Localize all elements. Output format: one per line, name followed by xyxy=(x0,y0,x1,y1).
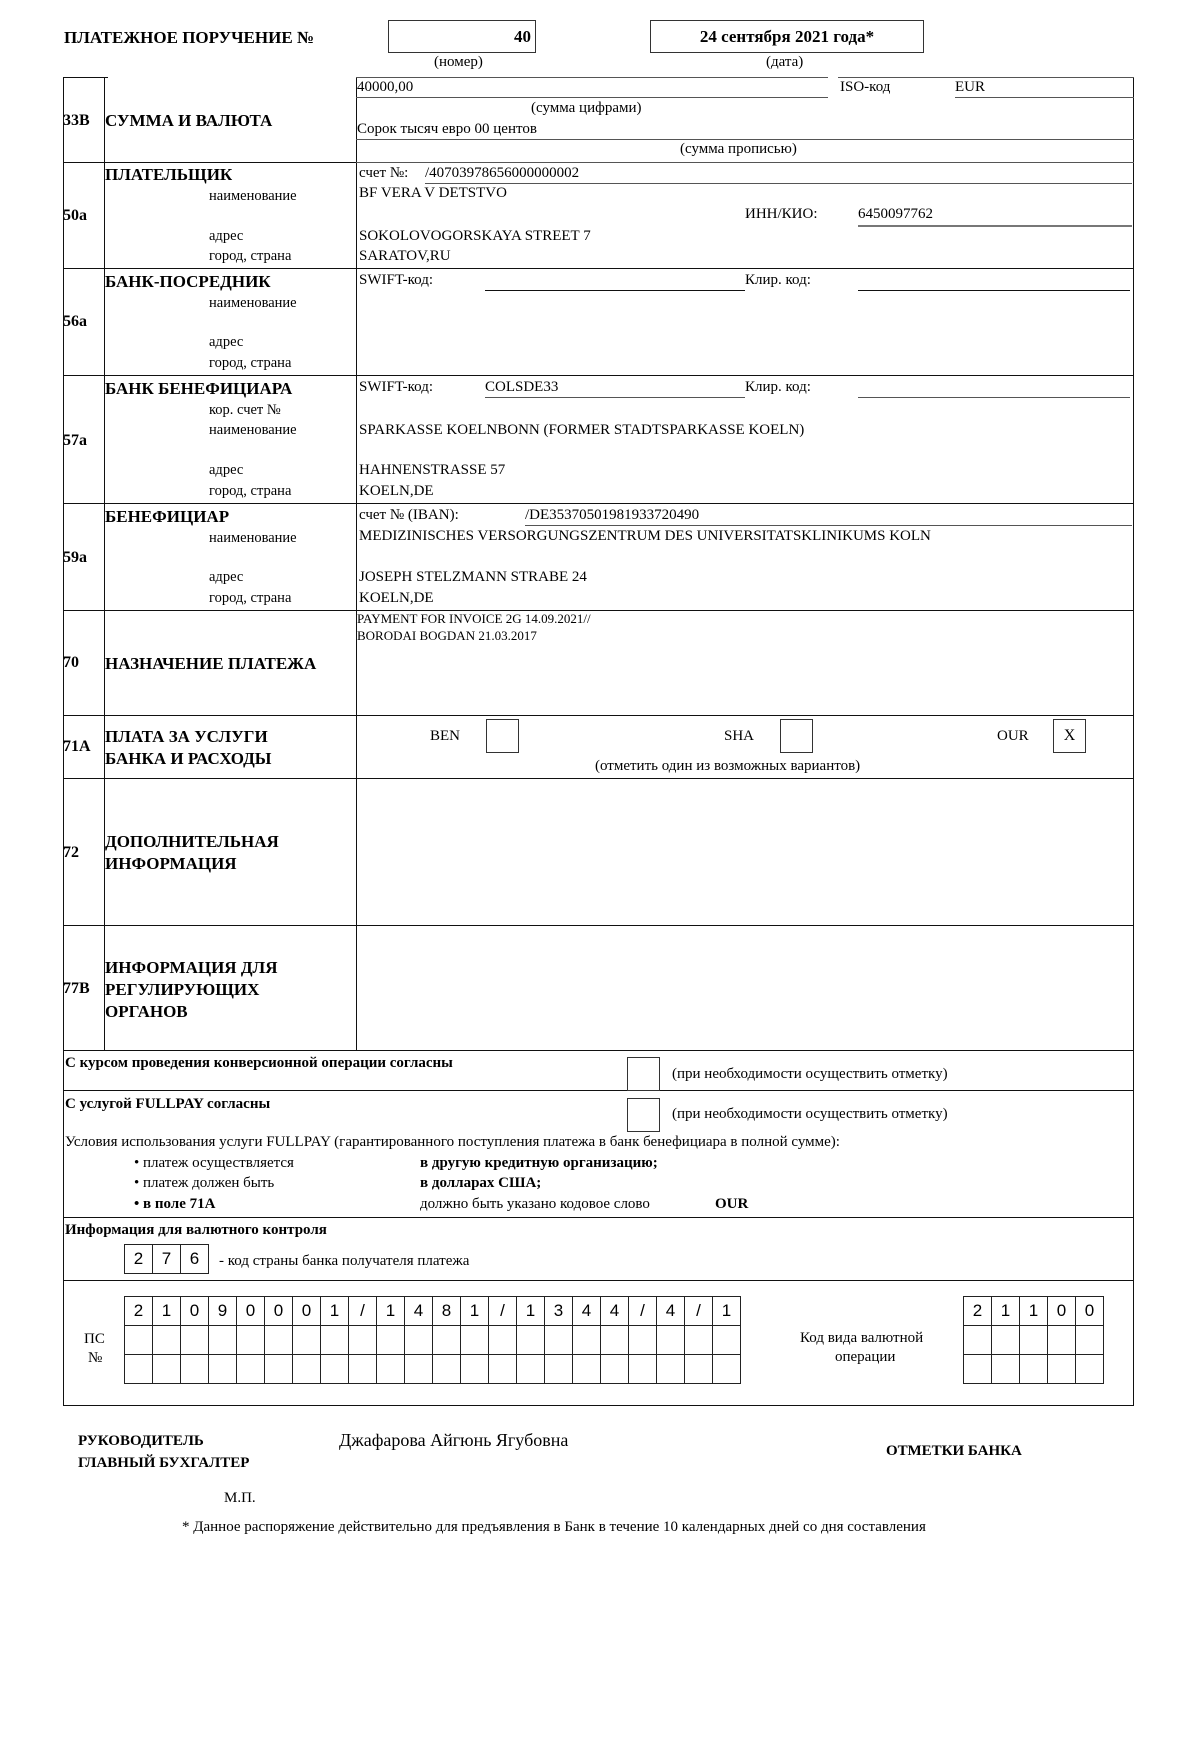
bank-marks-label: ОТМЕТКИ БАНКА xyxy=(886,1443,1022,1459)
conversion-agreement-hint: (при необходимости осуществить отметку) xyxy=(672,1066,948,1082)
label-address: адрес xyxy=(209,462,244,478)
ps-digit[interactable]: 1 xyxy=(321,1297,349,1326)
ps-digit[interactable]: 1 xyxy=(713,1297,741,1326)
ps-digit[interactable]: 0 xyxy=(265,1297,293,1326)
amount-top-line xyxy=(356,77,828,78)
section-title-72-line1: ДОПОЛНИТЕЛЬНАЯ xyxy=(105,832,279,851)
order-date-value: 24 сентября 2021 года* xyxy=(699,27,875,46)
fullpay-agreement-hint: (при необходимости осуществить отметку) xyxy=(672,1106,948,1122)
field-code-59a: 59a xyxy=(63,549,87,566)
ps-digit[interactable]: 1 xyxy=(377,1297,405,1326)
ps-digit[interactable]: / xyxy=(685,1297,713,1326)
director-label: РУКОВОДИТЕЛЬ xyxy=(78,1433,204,1449)
amount-digits-input[interactable]: 40000,00 xyxy=(357,79,414,95)
fullpay-condition-right: в другую кредитную организацию; xyxy=(420,1155,658,1171)
charges-option-ben-checkbox[interactable] xyxy=(486,719,519,753)
label-name: наименование xyxy=(209,422,297,438)
row-divider xyxy=(63,778,1134,779)
payer-inn-underline xyxy=(858,225,1132,227)
ps-digit[interactable]: / xyxy=(629,1297,657,1326)
iso-code-label: ISO-код xyxy=(840,79,891,95)
charges-option-sha-checkbox[interactable] xyxy=(780,719,813,753)
ps-digit[interactable]: 8 xyxy=(433,1297,461,1326)
ps-digit[interactable]: 0 xyxy=(237,1297,265,1326)
op-type-digit[interactable]: 0 xyxy=(1048,1297,1076,1326)
field-code-77b: 77B xyxy=(63,980,90,997)
payer-account-underline xyxy=(425,183,1132,184)
section-title-77b-line2: РЕГУЛИРУЮЩИХ xyxy=(105,980,260,999)
charges-option-our-checkbox[interactable]: X xyxy=(1053,719,1086,753)
section-title-77b-line1: ИНФОРМАЦИЯ ДЛЯ xyxy=(105,958,278,977)
frame-left-border-lower xyxy=(63,1050,64,1405)
order-date-caption: (дата) xyxy=(766,54,804,70)
ps-label-line1: ПС xyxy=(84,1331,105,1347)
regulatory-info-input[interactable] xyxy=(359,929,1129,1047)
label-address: адрес xyxy=(209,569,244,585)
beneficiary-bank-clearing-underline xyxy=(858,397,1130,398)
country-code-digit[interactable]: 6 xyxy=(181,1245,209,1274)
label-name: наименование xyxy=(209,188,297,204)
label-city-country: город, страна xyxy=(209,248,292,264)
section-title-50a: ПЛАТЕЛЬЩИК xyxy=(105,165,233,184)
additional-info-input[interactable] xyxy=(359,782,1129,922)
field-code-71a: 71A xyxy=(63,738,91,755)
country-code-grid[interactable] xyxy=(124,1244,209,1274)
field-code-33b: 33B xyxy=(63,112,90,129)
section-title-59a: БЕНЕФИЦИАР xyxy=(105,507,230,526)
intermediary-clearing-underline xyxy=(858,290,1130,291)
payer-address-input[interactable]: SOKOLOVOGORSKAYA STREET 7 xyxy=(359,228,591,244)
row-divider xyxy=(63,375,1134,376)
section-title-70: НАЗНАЧЕНИЕ ПЛАТЕЖА xyxy=(105,654,317,673)
fullpay-conditions-intro: Условия использования услуги FULLPAY (гарантированного поступления платежа в банк бенефициара в полной сумме): xyxy=(65,1134,840,1150)
payer-name-input[interactable]: BF VERA V DETSTVO xyxy=(359,185,507,201)
op-type-label-line2: операции xyxy=(835,1349,896,1365)
currency-control-title: Информация для валютного контроля xyxy=(65,1222,327,1238)
beneficiary-bank-swift-input[interactable]: COLSDE33 xyxy=(485,379,559,395)
beneficiary-bank-swift-underline xyxy=(485,397,745,398)
label-corr-account: кор. счет № xyxy=(209,402,281,418)
beneficiary-iban-input[interactable]: /DE35370501981933720490 xyxy=(525,507,700,523)
ps-digit[interactable]: 4 xyxy=(657,1297,685,1326)
row-divider xyxy=(63,715,1134,716)
label-address: адрес xyxy=(209,334,244,350)
beneficiary-address-input[interactable]: JOSEPH STELZMANN STRABE 24 xyxy=(359,569,587,585)
payment-purpose-line2[interactable]: BORODAI BOGDAN 21.03.2017 xyxy=(357,628,537,643)
beneficiary-account-label: счет № (IBAN): xyxy=(359,507,459,523)
payment-purpose-line1[interactable]: PAYMENT FOR INVOICE 2G 14.09.2021// xyxy=(357,611,591,626)
label-name: наименование xyxy=(209,295,297,311)
label-name: наименование xyxy=(209,530,297,546)
row-divider xyxy=(63,1405,1134,1406)
charges-option-ben-label: BEN xyxy=(430,728,460,744)
frame-right-border xyxy=(1133,77,1134,1405)
ps-digit[interactable]: 3 xyxy=(545,1297,573,1326)
order-number-caption: (номер) xyxy=(434,54,483,70)
ps-digit[interactable]: / xyxy=(489,1297,517,1326)
field-code-56a: 56a xyxy=(63,313,87,330)
label-city-country: город, страна xyxy=(209,590,292,606)
beneficiary-bank-city-input[interactable]: KOELN,DE xyxy=(359,483,434,499)
order-date-field[interactable] xyxy=(650,20,924,53)
ps-label-line2: № xyxy=(88,1350,103,1366)
section-title-71a-line2: БАНКА И РАСХОДЫ xyxy=(105,749,272,768)
label-city-country: город, страна xyxy=(209,355,292,371)
charges-caption: (отметить один из возможных вариантов) xyxy=(595,758,861,774)
country-code-caption: - код страны банка получателя платежа xyxy=(219,1253,470,1269)
intermediary-swift-label: SWIFT-код: xyxy=(359,272,434,288)
frame-label-divider xyxy=(356,77,357,1050)
fullpay-condition-left: • платеж должен быть xyxy=(134,1175,275,1191)
section-title-77b-line3: ОРГАНОВ xyxy=(105,1002,188,1021)
validity-footnote: * Данное распоряжение действительно для предъявления в Банк в течение 10 календарных дней со дня составления xyxy=(182,1519,926,1535)
ps-number-grid[interactable] xyxy=(124,1296,741,1384)
row-divider xyxy=(63,503,1134,504)
ps-digit[interactable]: 4 xyxy=(405,1297,433,1326)
iso-code-input[interactable]: EUR xyxy=(955,79,985,95)
charges-option-sha-label: SHA xyxy=(724,728,755,744)
field-code-70: 70 xyxy=(63,654,79,671)
ps-digit[interactable]: 1 xyxy=(153,1297,181,1326)
op-type-label-line1: Код вида валютной xyxy=(800,1330,924,1346)
amount-digits-underline xyxy=(356,97,828,98)
amount-words-input[interactable]: Сорок тысяч евро 00 центов xyxy=(357,121,537,137)
ps-digit[interactable]: 2 xyxy=(125,1297,153,1326)
row-divider xyxy=(63,610,1134,611)
amount-digits-caption: (сумма цифрами) xyxy=(531,100,642,116)
fullpay-condition-right: должно быть указано кодовое слово xyxy=(420,1196,650,1212)
fullpay-agreement-checkbox[interactable] xyxy=(627,1098,660,1132)
amount-words-underline xyxy=(356,139,1134,140)
country-code-digit[interactable]: 2 xyxy=(125,1245,153,1274)
op-type-grid[interactable] xyxy=(963,1296,1104,1384)
payer-inn-input[interactable]: 6450097762 xyxy=(858,206,933,222)
section-title-56a: БАНК-ПОСРЕДНИК xyxy=(105,272,271,291)
document-title: ПЛАТЕЖНОЕ ПОРУЧЕНИЕ № xyxy=(64,28,315,47)
intermediary-clearing-label: Клир. код: xyxy=(745,272,811,288)
row-divider xyxy=(63,77,108,78)
section-title-57a: БАНК БЕНЕФИЦИАРА xyxy=(105,379,293,398)
order-number-value: 40 xyxy=(514,27,531,46)
label-city-country: город, страна xyxy=(209,483,292,499)
row-divider xyxy=(63,1090,1134,1091)
stamp-label: М.П. xyxy=(224,1490,256,1506)
section-title-71a-line1: ПЛАТА ЗА УСЛУГИ xyxy=(105,727,268,746)
iso-underline xyxy=(955,97,1134,98)
beneficiary-bank-address-input[interactable]: HAHNENSTRASSE 57 xyxy=(359,462,506,478)
op-type-digit[interactable]: 1 xyxy=(1020,1297,1048,1326)
ps-digit[interactable]: 1 xyxy=(517,1297,545,1326)
fullpay-condition-left: • в поле 71A xyxy=(134,1196,216,1212)
fullpay-keyword: OUR xyxy=(715,1196,749,1212)
ps-digit[interactable]: 0 xyxy=(293,1297,321,1326)
row-divider xyxy=(63,268,1134,269)
row-divider xyxy=(63,1217,1134,1218)
ps-digit[interactable]: 9 xyxy=(209,1297,237,1326)
payer-inn-label: ИНН/КИО: xyxy=(745,206,818,222)
intermediary-swift-underline xyxy=(485,290,745,291)
row-divider xyxy=(63,925,1134,926)
beneficiary-bank-clearing-label: Клир. код: xyxy=(745,379,811,395)
ps-digit[interactable]: 4 xyxy=(573,1297,601,1326)
section-title-72-line2: ИНФОРМАЦИЯ xyxy=(105,854,237,873)
row-divider xyxy=(63,1280,1134,1281)
conversion-agreement-label: С курсом проведения конверсионной операции согласны xyxy=(65,1055,453,1071)
chief-accountant-label: ГЛАВНЫЙ БУХГАЛТЕР xyxy=(78,1455,250,1471)
row-divider xyxy=(63,162,357,163)
fullpay-condition-right: в долларах США; xyxy=(420,1175,542,1191)
payer-account-input[interactable]: /40703978656000000002 xyxy=(425,165,580,181)
payer-account-label: счет №: xyxy=(359,165,409,181)
country-code-digit[interactable]: 7 xyxy=(153,1245,181,1274)
beneficiary-bank-name-input[interactable]: SPARKASSE KOELNBONN (FORMER STADTSPARKASSE KOELN) xyxy=(359,422,805,438)
label-address: адрес xyxy=(209,228,244,244)
op-type-digit[interactable]: 1 xyxy=(992,1297,1020,1326)
frame-code-divider xyxy=(104,77,105,1050)
iso-top-line xyxy=(838,77,1134,78)
signer-name: Джафарова Айгюнь Ягубовна xyxy=(339,1430,569,1450)
conversion-agreement-checkbox[interactable] xyxy=(627,1057,660,1091)
beneficiary-iban-underline xyxy=(525,525,1132,526)
field-code-57a: 57a xyxy=(63,432,87,449)
row-divider xyxy=(63,1050,1134,1051)
amount-bottom-line xyxy=(356,162,1134,163)
fullpay-condition-left: • платеж осуществляется xyxy=(134,1155,294,1171)
beneficiary-name-input[interactable]: MEDIZINISCHES VERSORGUNGSZENTRUM DES UNIVERSITATSKLINIKUMS KOLN xyxy=(359,528,931,544)
section-title-33b: СУММА И ВАЛЮТА xyxy=(105,111,273,130)
ps-digit[interactable]: 1 xyxy=(461,1297,489,1326)
op-type-digit[interactable]: 2 xyxy=(964,1297,992,1326)
payer-city-input[interactable]: SARATOV,RU xyxy=(359,248,451,264)
fullpay-agreement-label: С услугой FULLPAY согласны xyxy=(65,1096,271,1112)
ps-digit[interactable]: 4 xyxy=(601,1297,629,1326)
op-type-digit[interactable]: 0 xyxy=(1076,1297,1104,1326)
order-number-field[interactable] xyxy=(388,20,536,53)
beneficiary-city-input[interactable]: KOELN,DE xyxy=(359,590,434,606)
ps-digit[interactable]: / xyxy=(349,1297,377,1326)
field-code-50a: 50a xyxy=(63,207,87,224)
amount-words-caption: (сумма прописью) xyxy=(680,141,797,157)
beneficiary-bank-swift-label: SWIFT-код: xyxy=(359,379,434,395)
ps-digit[interactable]: 0 xyxy=(181,1297,209,1326)
field-code-72: 72 xyxy=(63,844,79,861)
charges-option-our-label: OUR xyxy=(997,728,1029,744)
